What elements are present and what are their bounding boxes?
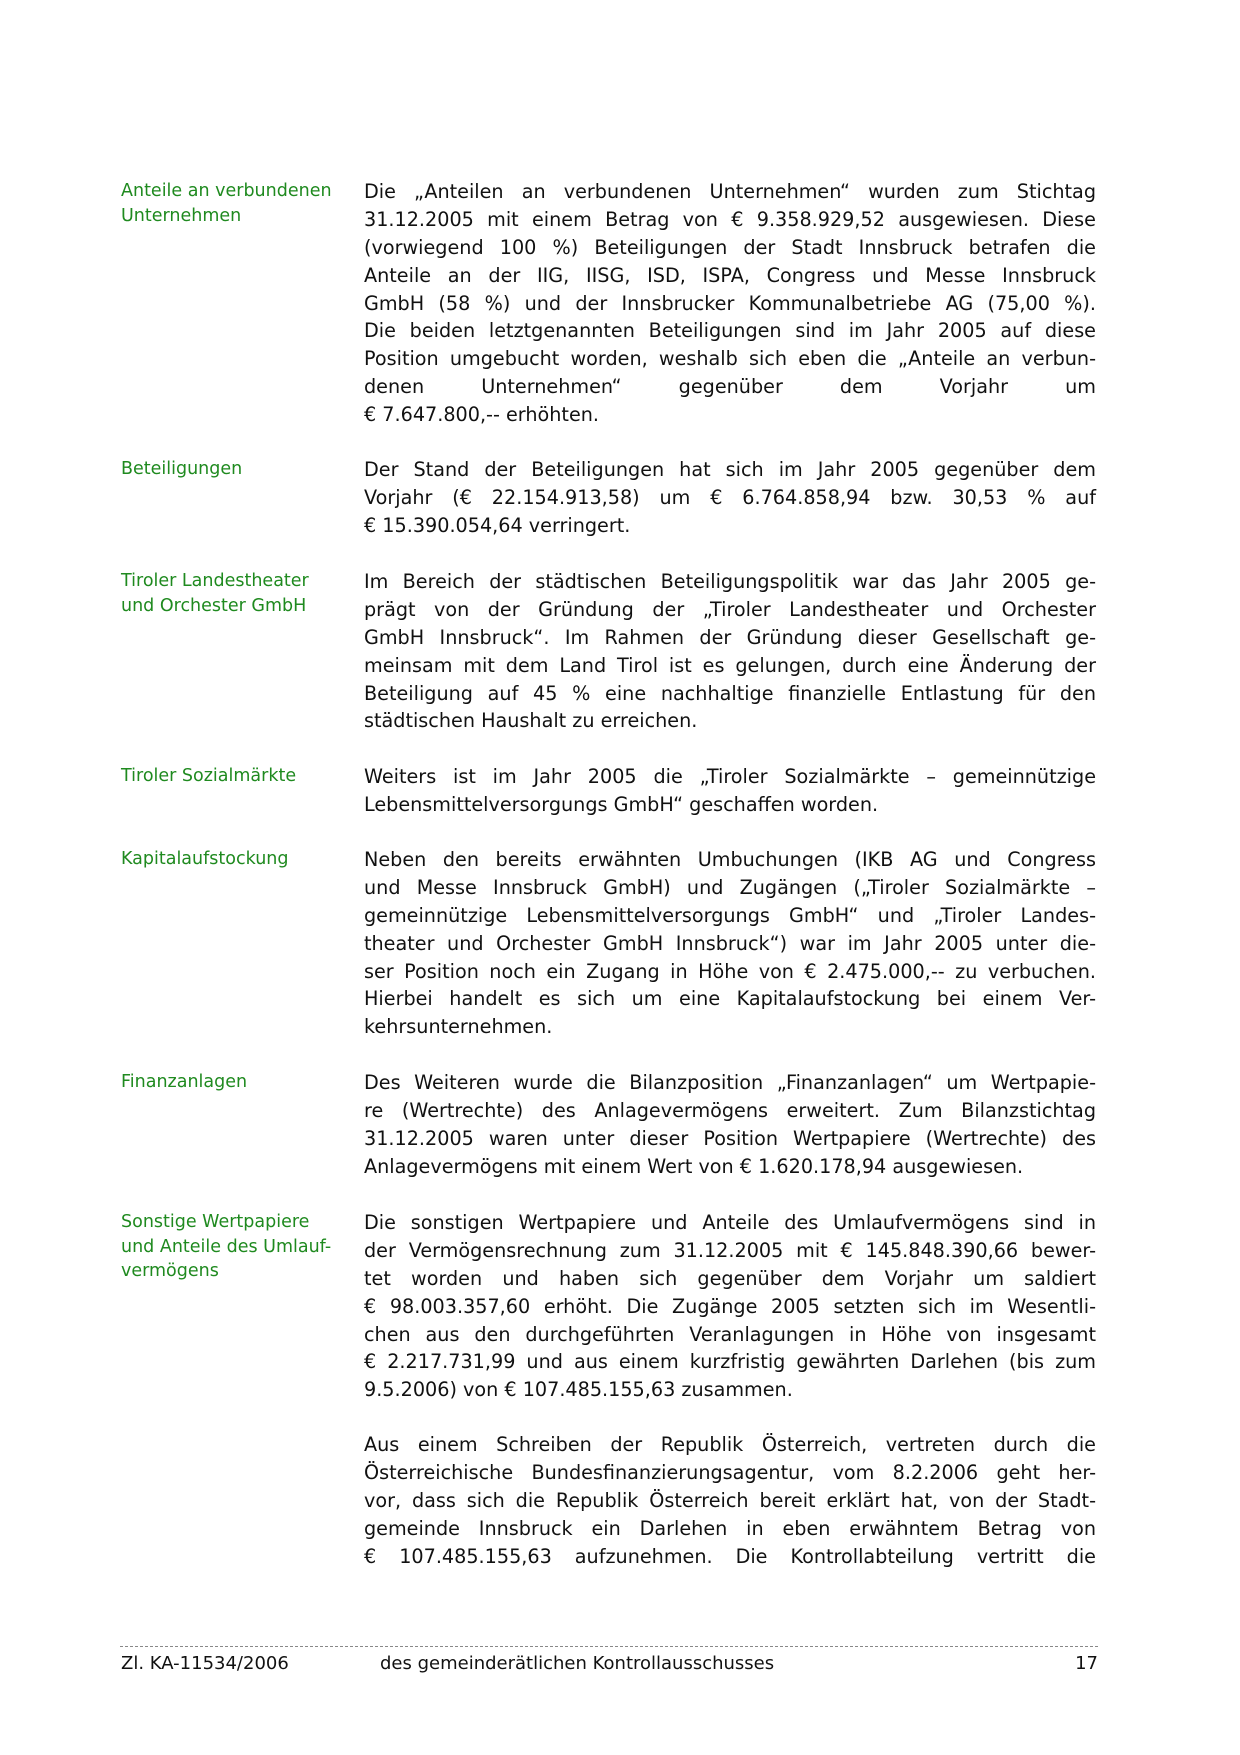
text-line: € 107.485.155,63 aufzunehmen. Die Kontrollabteilung vertritt die [364, 1544, 1096, 1568]
text-line: Aus einem Schreiben der Republik Österreich, vertreten durch die [364, 1433, 1096, 1457]
paragraph [364, 1431, 1096, 1570]
text-line: Neben den bereits erwähnten Umbuchungen (IKB AG und Congress [364, 848, 1096, 871]
text-line: städtischen Haushalt zu erreichen. [364, 709, 698, 733]
text-line: Anlagevermögens mit einem Wert von € 1.620.178,94 ausgewiesen. [364, 1154, 1024, 1178]
section-label-line: und Anteile des Umlauf- [121, 1236, 332, 1257]
section-label-line: Sonstige Wertpapiere [121, 1212, 310, 1232]
footer-divider [120, 1646, 1098, 1647]
text-line: Die sonstigen Wertpapiere und Anteile des Umlaufvermögens sind in [364, 1211, 1096, 1234]
section-label [121, 1210, 356, 1284]
section-label-line: Kapitalaufstockung [121, 849, 289, 869]
section-label-line: Tiroler Landestheater [121, 571, 309, 591]
section-label [121, 1070, 356, 1095]
text-line: tet worden und haben sich gegenüber dem Vorjahr um saldiert [364, 1266, 1096, 1290]
text-line: Im Bereich der städtischen Beteiligungspolitik war das Jahr 2005 ge- [364, 570, 1096, 593]
text-line: Beteiligung auf 45 % eine nachhaltige finanzielle Entlastung für den [364, 681, 1096, 705]
section-label [121, 179, 356, 228]
paragraph [364, 456, 1096, 540]
text-line: € 98.003.357,60 erhöht. Die Zugänge 2005 setzten sich im Wesentli- [364, 1294, 1096, 1318]
text-line: und Messe Innsbruck GmbH) und Zugängen („Tiroler Sozialmärkte – [364, 875, 1096, 899]
text-line: denen Unternehmen“ gegenüber dem Vorjahr um [364, 375, 1096, 399]
text-line: der Vermögensrechnung zum 31.12.2005 mit € 145.848.390,66 bewer- [364, 1238, 1096, 1262]
section-label-line: Tiroler Sozialmärkte [121, 766, 297, 786]
section-body [364, 178, 1096, 429]
text-line: Die „Anteilen an verbundenen Unternehmen“ wurden zum Stichtag [364, 180, 1096, 203]
text-line: € 2.217.731,99 und aus einem kurzfristig gewährten Darlehen (bis zum [364, 1350, 1096, 1374]
section-label-line: Unternehmen [121, 205, 242, 226]
footer-center-text: des gemeinderätlichen Kontrollausschusses [380, 1653, 775, 1674]
text-line: Lebensmittelversorgungs GmbH“ geschaffen worden. [364, 792, 879, 816]
section-label-line: und Orchester GmbH [121, 595, 307, 616]
section-label [121, 569, 356, 618]
text-line: Hierbei handelt es sich um eine Kapitalaufstockung bei einem Ver- [364, 987, 1096, 1011]
paragraph [364, 1209, 1096, 1404]
section-body [364, 456, 1096, 540]
text-line: ser Position noch ein Zugang in Höhe von € 2.475.000,-- zu verbuchen. [364, 959, 1096, 983]
text-line: Weiters ist im Jahr 2005 die „Tiroler Sozialmärkte – gemeinnützige [364, 765, 1096, 788]
text-line: Des Weiteren wurde die Bilanzposition „Finanzanlagen“ um Wertpapie- [364, 1071, 1096, 1094]
text-line: Die beiden letztgenannten Beteiligungen sind im Jahr 2005 auf diese [364, 319, 1096, 343]
section-label-line: Finanzanlagen [121, 1072, 248, 1092]
paragraph [364, 763, 1096, 819]
text-line: Position umgebucht worden, weshalb sich eben die „Anteile an verbun- [364, 347, 1096, 371]
text-line: re (Wertrechte) des Anlagevermögens erweitert. Zum Bilanzstichtag [364, 1098, 1096, 1122]
text-line: gemeinde Innsbruck ein Darlehen in eben erwähntem Betrag von [364, 1516, 1096, 1540]
text-line: Der Stand der Beteiligungen hat sich im Jahr 2005 gegenüber dem [364, 458, 1096, 481]
section-body [364, 763, 1096, 819]
footer-reference: Zl. KA-11534/2006 [121, 1653, 289, 1674]
text-line: € 7.647.800,-- erhöhten. [364, 403, 600, 427]
text-line: 31.12.2005 waren unter dieser Position Wertpapiere (Wertrechte) des [364, 1126, 1096, 1150]
text-line: gemeinnützige Lebensmittelversorgungs GmbH“ und „Tiroler Landes- [364, 903, 1096, 927]
text-line: kehrsunternehmen. [364, 1015, 553, 1039]
section-body [364, 846, 1096, 1041]
paragraph [364, 178, 1096, 429]
section-body [364, 568, 1096, 735]
section-label-line: Anteile an verbundenen [121, 181, 332, 201]
paragraph [364, 846, 1096, 1041]
text-line: € 15.390.054,64 verringert. [364, 513, 631, 537]
section-body [364, 1209, 1096, 1571]
text-line: GmbH Innsbruck“. Im Rahmen der Gründung dieser Gesellschaft ge- [364, 625, 1096, 649]
page-number: 17 [1075, 1653, 1098, 1674]
section-body [364, 1069, 1096, 1181]
text-line: Anteile an der IIG, IISG, ISD, ISPA, Congress und Messe Innsbruck [364, 263, 1096, 287]
paragraph [364, 1069, 1096, 1181]
section-label [121, 847, 356, 872]
text-line: Vorjahr (€ 22.154.913,58) um € 6.764.858,94 bzw. 30,53 % auf [364, 485, 1096, 509]
section-label-line: Beteiligungen [121, 459, 243, 479]
text-line: 9.5.2006) von € 107.485.155,63 zusammen. [364, 1378, 793, 1402]
paragraph [364, 568, 1096, 735]
text-line: theater und Orchester GmbH Innsbruck“) war im Jahr 2005 unter die- [364, 931, 1096, 955]
text-line: vor, dass sich die Republik Österreich bereit erklärt hat, von der Stadt- [364, 1489, 1096, 1513]
text-line: 31.12.2005 mit einem Betrag von € 9.358.929,52 ausgewiesen. Diese [364, 207, 1096, 231]
text-line: Österreichische Bundesfinanzierungsagentur, vom 8.2.2006 geht her- [364, 1461, 1096, 1485]
text-line: GmbH (58 %) und der Innsbrucker Kommunalbetriebe AG (75,00 %). [364, 291, 1096, 315]
text-line: chen aus den durchgeführten Veranlagungen in Höhe von insgesamt [364, 1322, 1096, 1346]
text-line: meinsam mit dem Land Tirol ist es gelungen, durch eine Änderung der [364, 653, 1096, 677]
text-line: (vorwiegend 100 %) Beteiligungen der Stadt Innsbruck betrafen die [364, 235, 1096, 259]
section-label [121, 457, 356, 482]
section-label [121, 764, 356, 789]
text-line: prägt von der Gründung der „Tiroler Landestheater und Orchester [364, 597, 1096, 621]
section-label-line: vermögens [121, 1261, 219, 1281]
